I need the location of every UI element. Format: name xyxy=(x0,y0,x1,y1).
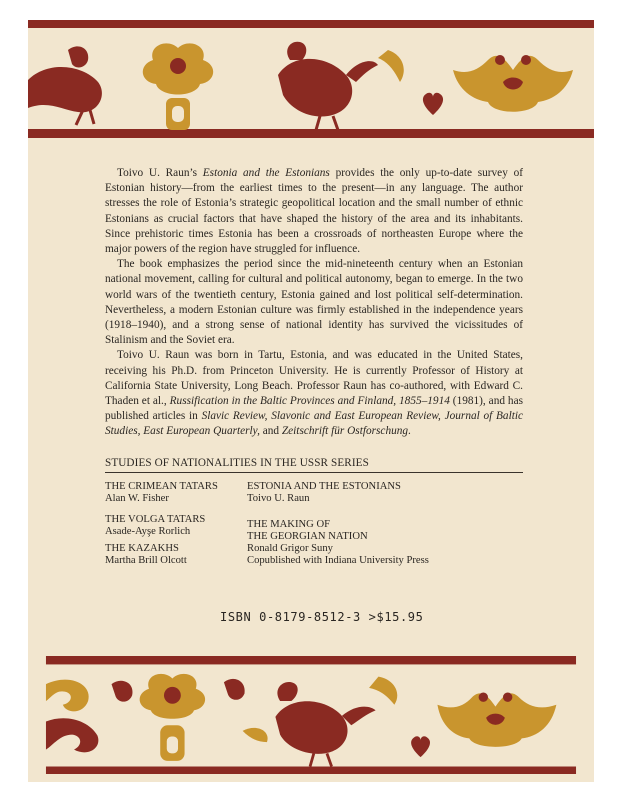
series-divider xyxy=(105,472,523,473)
bottom-border-stripe-lower xyxy=(46,767,576,774)
top-border-stripe-lower xyxy=(28,129,594,138)
copublisher-note: Copublished with Indiana University Press xyxy=(247,555,429,566)
series-entry-title: ESTONIA AND THE ESTONIANS xyxy=(247,481,401,492)
description-text: Toivo U. Raun’s xyxy=(117,167,203,179)
bottom-border-stripe xyxy=(46,656,576,664)
journal-titles-italic: Slavic Review, Slavonic and East European Review, Journal of Baltic Studies, East European Quarterly, xyxy=(105,410,523,438)
series-entry-title: THE GEORGIAN NATION xyxy=(247,531,368,542)
bio-text: and xyxy=(259,425,282,438)
series-entry-title: THE MAKING OF xyxy=(247,519,330,530)
description-text: provides the only up-to-date survey of Estonian history—from the earliest times to the present—in any language. The author stresses the role of Estonia’s strategic geopolitical location and the small number of ethnic Estonians as crucial factors that have shaped the history of the area and its inhabitants. Since prehistoric times Estonia has been a crossroads of northeasten Europe where the major powers of the region have struggled for influence. xyxy=(105,167,523,256)
bottom-folk-ornament-band xyxy=(28,656,594,774)
series-entry-author: Asade-Ayşe Rorlich xyxy=(105,526,191,537)
series-entry xyxy=(105,543,187,567)
bio-text: . xyxy=(408,425,411,438)
series-entry xyxy=(247,481,401,505)
series-entry-author: Martha Brill Olcott xyxy=(105,555,187,566)
series-entry xyxy=(105,514,205,538)
bio-text: (1981), and has published articles in xyxy=(105,395,523,423)
isbn-price-line: ISBN 0-8179-8512-3 >$15.95 xyxy=(220,610,424,624)
bio-text: Toivo U. Raun was born in Tartu, Estonia, and was educated in the United States, receiving his Ph.D. from Princeton University. He is currently Professor of History at California State University, Long Beach. Professor Raun has co-authored, with Edward C. Thaden et al., xyxy=(105,349,523,408)
series-entry xyxy=(105,481,218,505)
author-bio-paragraph xyxy=(105,348,523,439)
description-paragraph-1 xyxy=(105,166,523,257)
top-border-stripe xyxy=(28,20,594,28)
journal-title-italic: Zeitschrift für Ostforschung xyxy=(281,425,409,438)
series-listing xyxy=(105,457,523,566)
book-back-cover xyxy=(28,20,594,782)
book-title-italic: Estonia and the Estonians xyxy=(202,167,330,179)
book-description xyxy=(105,166,523,440)
series-entry-title: THE VOLGA TATARS xyxy=(105,514,206,525)
top-folk-ornament-band xyxy=(28,20,594,138)
series-entry-author: Alan W. Fisher xyxy=(105,493,169,504)
description-paragraph-2: The book emphasizes the period since the mid-nineteenth century when an Estonian national movement, calling for cultural and political autonomy, began to emerge. In the two world wars of the twentieth century, Estonia gained and lost political self-determination. Nevertheless, a modern Estonian culture was firmly established in the independence years (1918–1940), and a strong sense of national identity has survived the vicissitudes of Stalinism and the Soviet era. xyxy=(105,258,523,347)
series-title: STUDIES OF NATIONALITIES IN THE USSR SERIES xyxy=(105,457,369,469)
series-entry-author: Toivo U. Raun xyxy=(247,493,310,504)
publication-title-italic: Russification in the Baltic Provinces and Finland, 1855–1914 xyxy=(169,395,450,408)
series-entry xyxy=(247,519,429,567)
series-entry-author: Ronald Grigor Suny xyxy=(247,543,333,554)
series-entry-title: THE KAZAKHS xyxy=(105,543,179,554)
series-entry-title: THE CRIMEAN TATARS xyxy=(105,481,218,492)
